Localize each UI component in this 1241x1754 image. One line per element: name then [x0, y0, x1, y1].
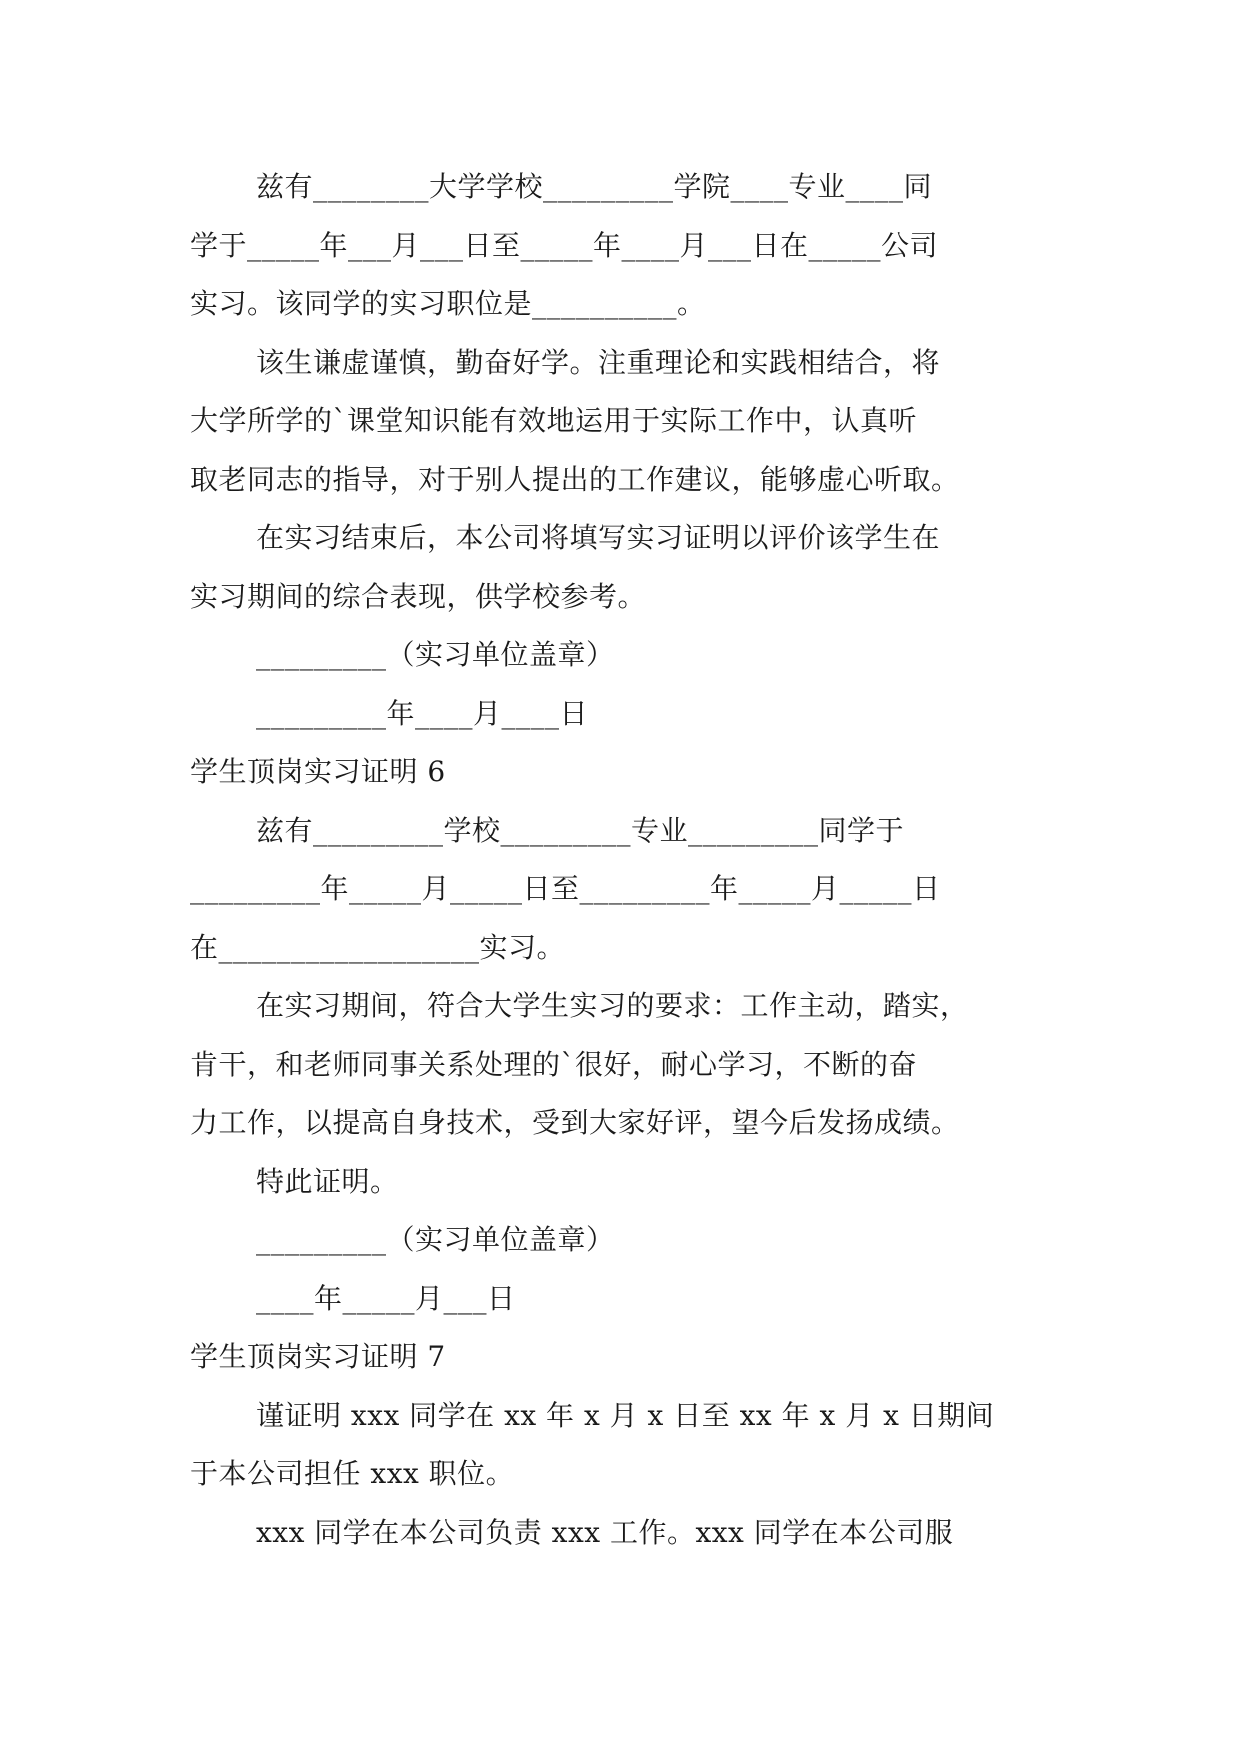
text-line: 大学所学的`课堂知识能有效地运用于实际工作中，认真听	[190, 404, 918, 437]
section-heading: 学生顶岗实习证明 7	[190, 1340, 446, 1373]
text-line: 肯干，和老师同事关系处理的`很好，耐心学习，不断的奋	[190, 1047, 918, 1081]
text-line: 在实习结束后，本公司将填写实习证明以评价该学生在	[256, 521, 941, 554]
text-line: xxx 同学在本公司负责 xxx 工作。xxx 同学在本公司服	[256, 1515, 954, 1549]
text-line: 学于_____年___月___日至_____年____月___日在_____公司	[190, 228, 939, 262]
text-line: 实习期间的综合表现，供学校参考。	[190, 579, 647, 613]
date-line: ____年_____月___日	[256, 1281, 516, 1315]
text-line: 特此证明。	[256, 1164, 399, 1198]
text-line: 实习。该同学的实习职位是__________。	[190, 287, 706, 320]
text-line: 在实习期间，符合大学生实习的要求：工作主动，踏实，	[256, 989, 969, 1022]
text-line: 谨证明 xxx 同学在 xx 年 x 月 x 日至 xx 年 x 月 x 日期间	[256, 1398, 995, 1432]
document-body	[190, 158, 1050, 1562]
date-line: _________年____月____日	[256, 696, 589, 730]
text-line: 兹有_________学校_________专业_________同学于	[256, 813, 905, 847]
text-line: 在__________________实习。	[190, 930, 566, 964]
seal-line: _________（实习单位盖章）	[256, 638, 615, 671]
section-heading: 学生顶岗实习证明 6	[190, 755, 446, 788]
text-line: 兹有________大学学校_________学院____专业____同	[256, 170, 933, 203]
text-line: 于本公司担任 xxx 职位。	[190, 1457, 515, 1490]
text-line: 该生谦虚谨慎，勤奋好学。注重理论和实践相结合，将	[256, 345, 941, 379]
text-line: 力工作，以提高自身技术，受到大家好评，望今后发扬成绩。	[190, 1106, 960, 1139]
text-line: _________年_____月_____日至_________年_____月_____日	[190, 872, 941, 905]
seal-line: _________（实习单位盖章）	[256, 1223, 615, 1256]
text-line: 取老同志的指导，对于别人提出的工作建议，能够虚心听取。	[190, 462, 960, 496]
